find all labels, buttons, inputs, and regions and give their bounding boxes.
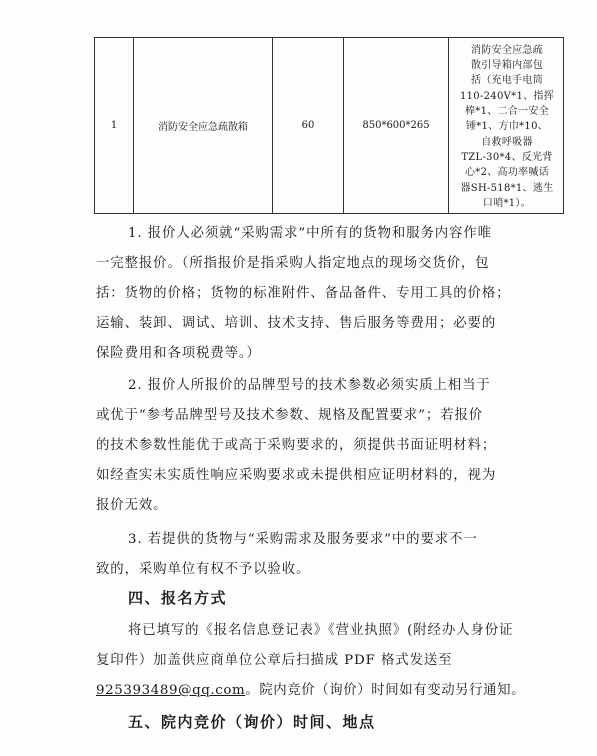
paragraph-2-line: 如经查实未实质性响应采购要求或未提供相应证明材料的，视为 [96, 468, 497, 483]
description-line: TZL-30*4、反光背 [461, 151, 553, 163]
paragraph-1-line: 1. 报价人必须就“采购需求”中所有的货物和服务内容作唯 [128, 226, 492, 241]
description-line: 散引导箱内部包 [470, 60, 544, 72]
description-line: 110-240V*1、指挥 [459, 90, 555, 102]
item-quantity: 60 [273, 38, 344, 214]
email-tail-text: 。院内竞价（询价）时间如有变动另行通知。 [245, 683, 526, 698]
section-4-line: 复印件）加盖供应商单位公章后扫描成 PDF 格式发送至 [96, 653, 453, 668]
paragraph-1-line: 一完整报价。（所指报价是指采购人指定地点的现场交货价，包 [96, 256, 490, 271]
paragraph-2-line: 的技术参数性能优于或高于采购要求的，须提供书面证明材料； [96, 438, 497, 453]
item-name: 消防安全应急疏散箱 [134, 38, 273, 214]
item-size: 850*600*265 [344, 38, 449, 214]
table-row [95, 38, 564, 214]
section-4-email-line [96, 679, 525, 698]
paragraph-1-line: 运输、装卸、调试、培训、技术支持、售后服务等费用；必要的 [96, 316, 497, 331]
description-line: 消防安全应急疏 [470, 44, 544, 56]
email-link[interactable]: 925393489@qq.com [96, 683, 246, 698]
product-table [94, 37, 564, 214]
description-line: 括（充电手电筒 [470, 75, 544, 87]
paragraph-2-line: 报价无效。 [96, 498, 168, 513]
description-line: 棒*1、二合一安全 [464, 106, 550, 118]
section-4-heading: 四、报名方式 [128, 589, 228, 607]
description-line: 口哨*1）。 [482, 197, 532, 209]
description-line: 器SH-518*1、逃生 [460, 182, 554, 194]
paragraph-1-line: 保险费用和各项税费等。） [96, 346, 261, 361]
paragraph-2-line: 或优于“参考品牌型号及技术参数、规格及配置要求”；若报价 [96, 408, 484, 423]
description-line: 自救呼吸器 [481, 136, 533, 148]
paragraph-1-line: 括：货物的价格；货物的标准附件、备品备件、专用工具的价格； [96, 286, 511, 301]
description-line: 锤*1、方巾*10、 [465, 121, 549, 133]
item-description [449, 38, 564, 214]
section-5-heading: 五、院内竞价（询价）时间、地点 [128, 713, 376, 731]
paragraph-3-line: 3. 若提供的货物与“采购需求及服务要求”中的要求不一 [128, 532, 478, 547]
section-4-line: 将已填写的《报名信息登记表》《营业执照》(附经办人身份证 [128, 623, 514, 638]
item-number: 1 [95, 38, 134, 214]
description-line: 心*2、高功率喊话 [464, 167, 550, 179]
paragraph-3-line: 致的，采购单位有权不予以验收。 [96, 562, 311, 577]
paragraph-2-line: 2. 报价人所报价的品牌型号的技术参数必须实质上相当于 [128, 378, 491, 393]
